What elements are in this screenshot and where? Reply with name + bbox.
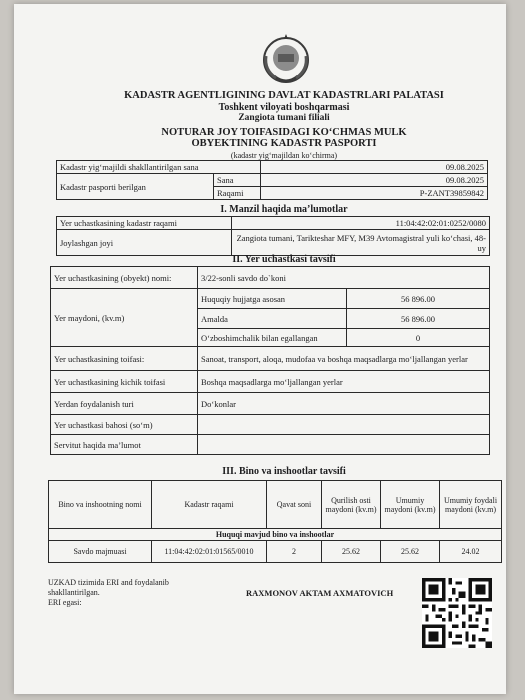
land-label: Yerdan foydalanish turi bbox=[51, 393, 198, 415]
info-label: Kadastr pasporti berilgan bbox=[57, 174, 214, 200]
eri-note bbox=[48, 578, 169, 608]
section3-title: III. Bino va inshootlar tavsifi bbox=[222, 466, 346, 477]
state-emblem-icon bbox=[260, 32, 312, 86]
land-sublabel: O‘zboshimchalik bilan egallangan bbox=[198, 329, 347, 347]
building-useful-area: 24.02 bbox=[440, 541, 502, 563]
table-row bbox=[49, 541, 502, 563]
land-label: Yer uchastkasi bahosi (so‘m) bbox=[51, 415, 198, 435]
building-name: Savdo majmuasi bbox=[49, 541, 152, 563]
building-floors: 2 bbox=[267, 541, 322, 563]
document-subtitle: (kadastr yig‘majildan ko‘chirma) bbox=[230, 151, 338, 160]
land-value: Sanoat, transport, aloqa, mudofaa va boshqa maqsadlarga mo‘ljallangan yerlar bbox=[198, 347, 490, 371]
land-value: Do‘konlar bbox=[198, 393, 490, 415]
eri-note-line2: shakllantirilgan. bbox=[48, 588, 100, 597]
land-value: 0 bbox=[347, 329, 490, 347]
buildings-table bbox=[48, 480, 502, 563]
info-label: Sana bbox=[214, 174, 261, 187]
eri-note-line3: ERI egasi: bbox=[48, 598, 82, 607]
info-label: Raqami bbox=[214, 187, 261, 200]
document-title-line2: OBYEKTINING KADASTR PASPORTI bbox=[191, 138, 377, 149]
info-value: 09.08.2025 bbox=[261, 174, 488, 187]
address-value: 11:04:42:02:01:0252/0080 bbox=[232, 217, 490, 230]
column-header: Qavat soni bbox=[267, 481, 322, 529]
land-value: Boshqa maqsadlarga mo‘ljallangan yerlar bbox=[198, 371, 490, 393]
land-value: 3/22-sonli savdo do`koni bbox=[198, 267, 490, 289]
column-header: Umumiy maydoni (kv.m) bbox=[381, 481, 440, 529]
building-cadastre: 11:04:42:02:01:01565/0010 bbox=[152, 541, 267, 563]
address-label: Yer uchastkasining kadastr raqami bbox=[57, 217, 232, 230]
land-label: Yer uchastkasining kichik toifasi bbox=[51, 371, 198, 393]
column-header: Bino va inshootning nomi bbox=[49, 481, 152, 529]
building-total-area: 25.62 bbox=[381, 541, 440, 563]
section2-title: II. Yer uchastkasi tavsifi bbox=[232, 254, 336, 265]
land-label: Yer uchastkasining toifasi: bbox=[51, 347, 198, 371]
land-value bbox=[198, 435, 490, 455]
land-label: Yer uchastkasining (obyekt) nomi: bbox=[51, 267, 198, 289]
land-value: 56 896.00 bbox=[347, 289, 490, 309]
info-value: P-ZANT39859842 bbox=[261, 187, 488, 200]
building-base-area: 25.62 bbox=[322, 541, 381, 563]
land-label: Yer maydoni, (kv.m) bbox=[51, 289, 198, 347]
document-title-line1: NOTURAR JOY TOIFASIDAGI KO‘CHMAS MULK bbox=[161, 127, 407, 138]
passport-document bbox=[14, 4, 506, 694]
land-sublabel: Amalda bbox=[198, 309, 347, 329]
signer-name: RAXMONOV AKTAM AXMATOVICH bbox=[246, 588, 394, 598]
land-sublabel: Huquqiy hujjatga asosan bbox=[198, 289, 347, 309]
info-label: Kadastr yig‘majildi shakllantirilgan sana bbox=[57, 161, 261, 174]
agency-title: KADASTR AGENTLIGINING DAVLAT KADASTRLARI PALATASI bbox=[124, 90, 444, 101]
info-value: 09.08.2025 bbox=[261, 161, 488, 174]
group-title: Huquqi mavjud bino va inshootlar bbox=[49, 529, 502, 541]
column-header: Kadastr raqami bbox=[152, 481, 267, 529]
qr-code-icon bbox=[422, 576, 492, 650]
land-label: Servitut haqida ma’lumot bbox=[51, 435, 198, 455]
land-table bbox=[50, 266, 490, 455]
land-value: 56 896.00 bbox=[347, 309, 490, 329]
address-table bbox=[56, 216, 490, 256]
section1-title: I. Manzil haqida ma’lumotlar bbox=[220, 204, 348, 215]
eri-note-line1: UZKAD tizimida ERI and foydalanib bbox=[48, 578, 169, 587]
address-label: Joylashgan joyi bbox=[57, 230, 232, 256]
region-title: Toshkent viloyati boshqarmasi bbox=[218, 102, 350, 113]
land-value bbox=[198, 415, 490, 435]
branch-title: Zangiota tumani filiali bbox=[238, 113, 330, 123]
column-header: Qurilish osti maydoni (kv.m) bbox=[322, 481, 381, 529]
address-value: Zangiota tumani, Tarikteshar MFY, M39 Avtomagistral yuli ko‘chasi, 48-uy bbox=[232, 230, 490, 256]
passport-info-table bbox=[56, 160, 488, 200]
column-header: Umumiy foydali maydoni (kv.m) bbox=[440, 481, 502, 529]
